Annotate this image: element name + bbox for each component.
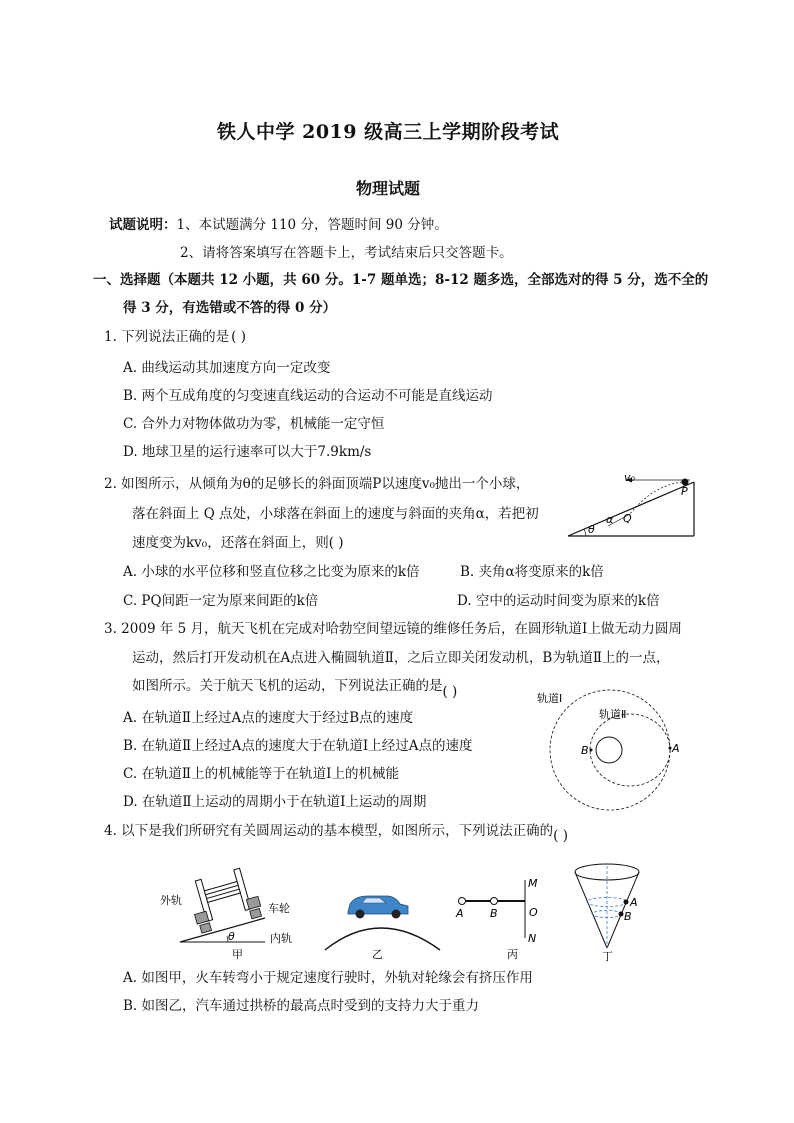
q1-option-a: A. 曲线运动其加速度方向一定改变 — [123, 360, 331, 376]
label-alpha: α — [606, 513, 614, 526]
label-outer-rail: 外轨 — [160, 894, 182, 907]
label-theta: θ — [588, 523, 595, 536]
label-inner-rail: 内轨 — [270, 932, 292, 945]
q3-line2: 运动，然后打开发动机在A点进入椭圆轨道Ⅱ，之后立即关闭发动机，B为轨道Ⅱ上的一点， — [132, 650, 670, 666]
yi-wheel-front — [356, 910, 365, 919]
q4-option-a: A. 如图甲，火车转弯小于规定速度行驶时，外轨对轮缘会有挤压作用 — [123, 970, 533, 986]
q4-option-b: B. 如图乙，汽车通过拱桥的最高点时受到的支持力大于重力 — [123, 998, 480, 1014]
q4-stem-text: 4. 以下是我们所研究有关圆周运动的基本模型，如图所示，下列说法正确的 — [104, 823, 554, 839]
instructions-label: 试题说明： — [109, 217, 177, 233]
label-bing-A: A — [456, 907, 464, 920]
figure-ding — [575, 864, 639, 962]
figure-yi — [325, 896, 440, 961]
ding-ball-A — [624, 900, 629, 905]
orbit-figure — [535, 688, 685, 813]
earth — [596, 737, 622, 763]
q3-option-b: B. 在轨道Ⅱ上经过A点的速度大于在轨道Ⅰ上经过A点的速度 — [123, 738, 473, 754]
q4-stem — [104, 819, 568, 844]
label-jia: 甲 — [232, 948, 243, 961]
label-orbit-two: 轨道Ⅱ — [599, 708, 627, 721]
label-ding-A: A — [630, 896, 638, 909]
bing-ball-B — [491, 898, 498, 905]
yi-bridge — [325, 928, 440, 950]
bing-ball-A — [459, 898, 466, 905]
label-orbit-one: 轨道Ⅰ — [537, 692, 563, 705]
label-B: B — [581, 744, 589, 757]
q2-line1: 2. 如图所示，从倾角为θ的足够长的斜面顶端P以速度v₀抛出一个小球， — [104, 476, 530, 492]
figure-jia — [160, 866, 292, 961]
q1-stem-text: 1. 下列说法正确的是 — [104, 329, 230, 345]
q1-answer-bracket: ( ) — [231, 329, 246, 345]
label-wheel: 车轮 — [268, 902, 290, 915]
instructions-line2: 2、请将答案填写在答题卡上，考试结束后只交答题卡。 — [180, 245, 513, 261]
q2-line3: 速度变为kv₀，还落在斜面上，则( ) — [132, 535, 344, 551]
label-ding: 丁 — [602, 950, 613, 962]
q1-option-d: D. 地球卫星的运行速率可以大于7.9km/s — [123, 444, 372, 460]
q3-option-c: C. 在轨道Ⅱ上的机械能等于在轨道Ⅰ上的机械能 — [123, 766, 399, 782]
label-Q: Q — [623, 512, 632, 525]
label-M: M — [528, 877, 538, 890]
q2-option-a: A. 小球的水平位移和竖直位移之比变为原来的k倍 — [123, 564, 420, 580]
circular-motion-figures — [150, 862, 670, 962]
point-B-dot — [590, 749, 593, 752]
figure-bing — [455, 877, 538, 961]
q3-line3-text: 如图所示。关于航天飞机的运动，下列说法正确的是 — [132, 678, 443, 694]
section-heading-line1: 一、选择题（本题共 12 小题，共 60 分。1-7 题单选；8-12 题多选，全部选对的得 5 分，选不全的 — [93, 272, 709, 288]
q1-option-c: C. 合外力对物体做功为零，机械能一定守恒 — [123, 416, 385, 432]
ding-cone-left — [575, 872, 607, 948]
label-yi: 乙 — [372, 948, 383, 961]
q1-stem — [104, 325, 246, 345]
instructions-text1: 1、本试题满分 110 分，答题时间 90 分钟。 — [176, 217, 448, 233]
label-ding-B: B — [624, 910, 632, 923]
subject-title: 物理试题 — [356, 179, 421, 198]
yi-wheel-rear — [392, 910, 401, 919]
q3-option-d: D. 在轨道Ⅱ上运动的周期小于在轨道Ⅰ上运动的周期 — [123, 794, 427, 810]
label-O: O — [529, 906, 538, 919]
incline-slope — [568, 482, 694, 536]
ding-cone-right — [607, 872, 639, 948]
q3-line1: 3. 2009 年 5 月，航天飞机在完成对哈勃空间望远镜的维修任务后，在圆形轨道Ⅰ上做无动力圆周 — [104, 621, 682, 637]
label-jia-theta: θ — [228, 930, 235, 943]
q4-answer-bracket: ( ) — [553, 828, 568, 844]
label-N: N — [528, 932, 537, 945]
label-bing: 丙 — [507, 948, 518, 961]
theta-arc — [584, 529, 586, 536]
label-P: P — [681, 485, 688, 498]
exam-title: 铁人中学 2019 级高三上学期阶段考试 — [217, 121, 560, 143]
q3-line3 — [132, 674, 458, 700]
ding-ball-B — [619, 912, 624, 917]
section-heading-line2: 得 3 分，有选错或不答的得 0 分） — [123, 300, 337, 316]
q2-option-b: B. 夹角α将变原来的k倍 — [460, 564, 604, 580]
q2-line2: 落在斜面上 Q 点处，小球落在斜面上的速度与斜面的夹角α，若把初 — [132, 506, 539, 522]
label-bing-B: B — [490, 907, 498, 920]
q3-answer-bracket: ( ) — [442, 684, 458, 700]
q2-option-c: C. PQ间距一定为原来间距的k倍 — [123, 593, 319, 609]
jia-train — [186, 866, 264, 934]
label-v0: v₀ — [624, 471, 635, 484]
q2-option-d: D. 空中的运动时间变为原来的k倍 — [457, 593, 660, 609]
q3-option-a: A. 在轨道Ⅱ上经过A点的速度大于经过B点的速度 — [123, 710, 414, 726]
instructions-line1 — [109, 213, 448, 233]
incline-figure — [560, 470, 700, 542]
label-A: A — [672, 742, 680, 755]
q1-option-b: B. 两个互成角度的匀变速直线运动的合运动不可能是直线运动 — [123, 388, 493, 404]
jia-incline — [180, 918, 265, 942]
